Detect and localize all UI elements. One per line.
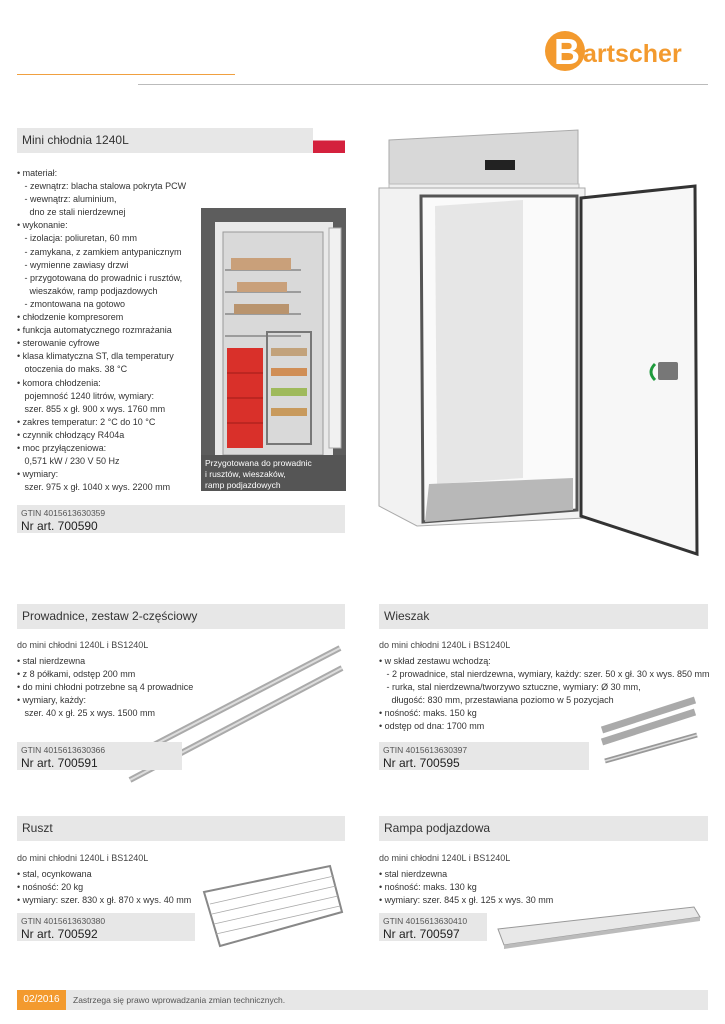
- ramp-article-number: Nr art. 700597: [383, 927, 460, 941]
- guides-gtin-box: [17, 742, 182, 770]
- svg-text:artscher: artscher: [583, 40, 682, 68]
- hanger-gtin: GTIN 4015613630397: [383, 745, 468, 755]
- hanger-article-number: Nr art. 700595: [383, 756, 460, 770]
- gtin-code: GTIN 4015613630359: [21, 508, 106, 518]
- header-rule: [138, 84, 708, 85]
- hanger-title-bar: [379, 604, 708, 629]
- guides-gtin: GTIN 4015613630366: [21, 745, 106, 755]
- header-accent-line: [17, 74, 235, 75]
- grid-gtin: GTIN 4015613630380: [21, 916, 106, 926]
- gtin-box: [17, 505, 345, 533]
- hanger-gtin-box: [379, 742, 589, 770]
- footer: [17, 990, 708, 1010]
- ramp-gtin-box: [379, 913, 487, 941]
- hanger-image: [597, 695, 702, 765]
- product-specs: • materiał: - zewnątrz: blacha stalowa pokryta PCW - wewnątrz: aluminium, dno ze stali nierdzewnej • wykonanie: - izolacja: poliuretan, 60 mm - zamykana, z zamkiem antypanicznym - wymienne zawiasy drzwi - przygotowana do prowadnic i rusztów, wieszaków, ramp podjazdowych - zmontowana na gotowo • chłodzenie kompresorem • funkcja automatycznego rozmrażania • sterowanie cyfrowe • klasa klimatyczna ST, dla temperatury otoczenia do maks. 38 °C • komora chłodzenia: pojemność 1240 litrów, wymiary: szer. 855 x gł. 900 x wys. 1760 mm • zakres temperatur: 2 °C do 10 °C • czynnik chłodzący R404a • moc przyłączeniowa: 0,571 kW / 230 V 50 Hz • wymiary: szer. 975 x gł. 1040 x wys. 2200 mm: [17, 168, 187, 493]
- ramp-title-bar: [379, 816, 708, 841]
- product-title-bar: [17, 128, 345, 153]
- ramp-subtitle: do mini chłodni 1240L i BS1240L: [379, 853, 511, 863]
- ramp-image: [494, 905, 704, 950]
- hanger-specs: • w skład zestawu wchodzą: - 2 prowadnice, stal nierdzewna, wymiary, każdy: szer. 50 x gł. 30 x wys. 850 mm - rurka, stal nierdzewna/tworzywo sztuczne, wymiary: Ø 30 mm, długość: 830 mm, przestawiana poziomo w 5 pozycjach • nośność: maks. 150 kg • odstęp od dna: 1700 mm: [379, 656, 710, 732]
- bartscher-logo: [543, 24, 713, 76]
- hanger-subtitle: do mini chłodni 1240L i BS1240L: [379, 640, 511, 650]
- guides-specs: • stal nierdzewna • z 8 półkami, odstęp 200 mm • do mini chłodni potrzebne są 4 prowadnice • wymiary, każdy: szer. 40 x gł. 25 x wys. 1500 mm: [17, 656, 194, 719]
- grid-article-number: Nr art. 700592: [21, 927, 98, 941]
- grid-title: Ruszt: [22, 821, 53, 835]
- guides-title-bar: [17, 604, 345, 629]
- polish-flag-icon: [313, 128, 345, 153]
- guides-subtitle: do mini chłodni 1240L i BS1240L: [17, 640, 149, 650]
- product-title: Mini chłodnia 1240L: [22, 133, 129, 147]
- svg-text:B: B: [554, 31, 580, 72]
- grid-title-bar: [17, 816, 345, 841]
- footer-date: 02/2016: [17, 990, 66, 1010]
- ramp-specs: • stal nierdzewna • nośność: maks. 130 kg • wymiary: szer. 845 x gł. 125 x wys. 30 mm: [379, 869, 554, 906]
- grid-specs: • stal, ocynkowana • nośność: 20 kg • wymiary: szer. 830 x gł. 870 x wys. 40 mm: [17, 869, 192, 906]
- cold-room-image: [375, 126, 715, 560]
- ramp-gtin: GTIN 4015613630410: [383, 916, 468, 926]
- hanger-title: Wieszak: [384, 609, 430, 623]
- guides-article-number: Nr art. 700591: [21, 756, 98, 770]
- footer-note: Zastrzega się prawo wprowadzania zmian technicznych.: [73, 995, 286, 1005]
- photo-caption: Przygotowana do prowadnic i rusztów, wieszaków, ramp podjazdowych: [201, 455, 346, 491]
- guides-title: Prowadnice, zestaw 2-częściowy: [22, 609, 198, 623]
- grid-image: [200, 862, 345, 950]
- grid-gtin-box: [17, 913, 195, 941]
- article-number: Nr art. 700590: [21, 519, 98, 533]
- grid-subtitle: do mini chłodni 1240L i BS1240L: [17, 853, 149, 863]
- interior-photo: [201, 208, 346, 455]
- ramp-title: Rampa podjazdowa: [384, 821, 491, 835]
